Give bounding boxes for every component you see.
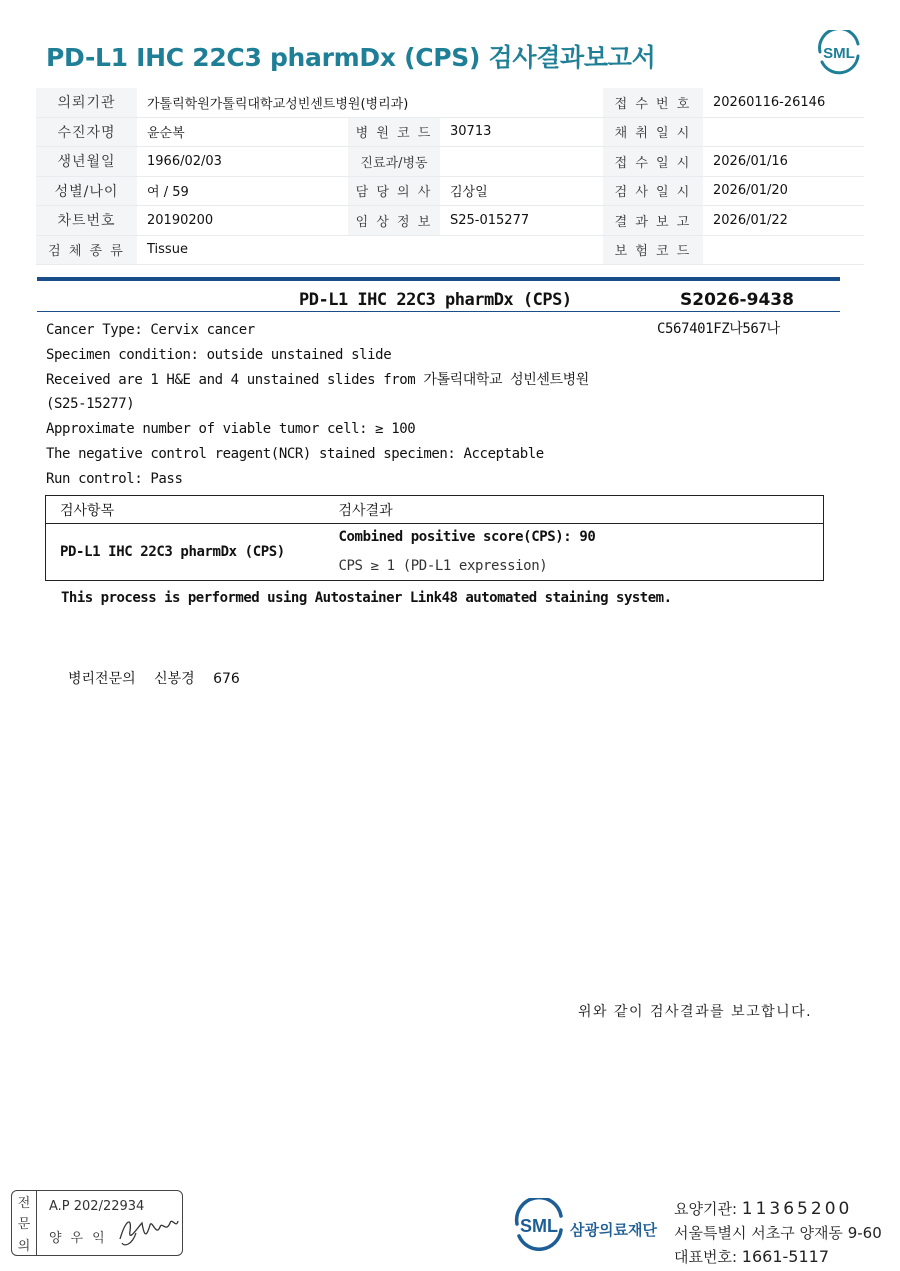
foundation-name: 삼광의료재단 xyxy=(570,1221,657,1239)
pathologist-license: 676 xyxy=(213,671,240,687)
stamp-char: 의 xyxy=(17,1238,31,1254)
patient-value: 윤순복 xyxy=(137,117,348,147)
detail-line: Received are 1 H&E and 4 unstained slides from 가톨릭대학교 성빈센트병원 xyxy=(46,371,589,388)
detail-line: Approximate number of viable tumor cell: ≥ 100 xyxy=(46,421,416,438)
specimen-value: Tissue xyxy=(137,235,603,265)
svg-text:SML: SML xyxy=(823,45,855,62)
institution-label: 의뢰기관 xyxy=(36,88,137,117)
collection-date-value xyxy=(703,117,864,147)
closing-statement: 위와 같이 검사결과를 보고합니다. xyxy=(578,1004,813,1020)
stamp-name: 양우익 xyxy=(49,1231,114,1246)
test-date-label: 검 사 일 시 xyxy=(603,176,703,206)
institution-code: 11365200 xyxy=(741,1199,853,1219)
svg-text:SML: SML xyxy=(520,1216,558,1236)
insurance-value xyxy=(703,235,864,265)
pathologist-line xyxy=(68,668,254,688)
stamp-char: 전 xyxy=(17,1196,31,1212)
info-row-sex-age xyxy=(36,176,864,206)
test-name-heading: PD-L1 IHC 22C3 pharmDx (CPS) xyxy=(299,290,572,310)
process-note: This process is performed using Autostainer Link48 automated staining system. xyxy=(61,590,672,606)
clinical-value: S25-015277 xyxy=(440,206,603,236)
info-row-chart xyxy=(36,206,864,236)
dept-value xyxy=(440,147,603,177)
stamp-ap-number: A.P 202/22934 xyxy=(49,1199,145,1214)
institution-code-line xyxy=(674,1197,882,1221)
detail-line: (S25-15277) xyxy=(46,396,135,413)
footer-info xyxy=(674,1197,882,1269)
section-rule xyxy=(37,277,840,281)
birth-value: 1966/02/03 xyxy=(137,147,348,177)
cps-score: Combined positive score(CPS): 90 xyxy=(338,529,596,545)
patient-label: 수진자명 xyxy=(36,117,137,147)
birth-label: 생년월일 xyxy=(36,147,137,177)
phone-label: 대표번호: xyxy=(674,1248,738,1266)
detail-line: Cancer Type: Cervix cancer xyxy=(46,322,255,338)
result-header-row xyxy=(46,496,824,524)
sml-logo-icon xyxy=(510,1198,568,1256)
dept-label: 진료과/병동 xyxy=(348,147,440,177)
col-item-header: 검사항목 xyxy=(46,496,339,524)
report-title: PD-L1 IHC 22C3 pharmDx (CPS) 검사결과보고서 xyxy=(46,43,656,72)
receipt-date-value: 2026/01/16 xyxy=(703,147,864,177)
hospital-code-label: 병 원 코 드 xyxy=(348,117,440,147)
footer-address: 서울특별시 서초구 양재동 9-60 xyxy=(674,1224,882,1242)
detail-line: Run control: Pass xyxy=(46,470,183,487)
institution-value: 가톨릭학원가톨릭대학교성빈센트병원(병리과) xyxy=(137,88,603,117)
patient-info-table xyxy=(36,88,864,265)
result-values xyxy=(339,524,824,581)
collection-date-label: 채 취 일 시 xyxy=(603,117,703,147)
stamp-side-label xyxy=(12,1191,37,1255)
doctor-label: 담 당 의 사 xyxy=(348,176,440,206)
detail-line: The negative control reagent(NCR) stained specimen: Acceptable xyxy=(46,445,544,462)
result-table xyxy=(45,495,824,581)
report-date-label: 결 과 보 고 xyxy=(603,206,703,236)
result-row xyxy=(46,524,824,581)
info-row-institution xyxy=(36,88,864,117)
phone-line xyxy=(674,1245,882,1269)
sex-age-value: 여 / 59 xyxy=(137,176,348,206)
signature-icon xyxy=(116,1209,182,1249)
result-item: PD-L1 IHC 22C3 pharmDx (CPS) xyxy=(60,544,285,560)
phone-number: 1661-5117 xyxy=(741,1247,830,1266)
chart-label: 차트번호 xyxy=(36,206,137,236)
info-row-birth xyxy=(36,147,864,177)
pathologist-title: 병리전문의 xyxy=(68,671,136,687)
sml-logo-icon xyxy=(814,30,864,76)
info-row-specimen xyxy=(36,235,864,265)
col-result-header: 검사결과 xyxy=(339,496,824,524)
specimen-details xyxy=(46,319,666,493)
pathologist-stamp xyxy=(11,1190,183,1256)
pathologist-name: 신봉경 xyxy=(154,671,195,687)
test-date-value: 2026/01/20 xyxy=(703,176,864,206)
barcode-text: C567401FZ나567나 xyxy=(657,321,780,337)
section-divider xyxy=(37,311,840,312)
cps-expression: CPS ≥ 1 (PD-L1 expression) xyxy=(338,558,548,574)
report-date-value: 2026/01/22 xyxy=(703,206,864,236)
detail-line: Specimen condition: outside unstained slide xyxy=(46,346,392,363)
insurance-label: 보 험 코 드 xyxy=(603,235,703,265)
doctor-value: 김상일 xyxy=(440,176,603,206)
receipt-no-value: 20260116-26146 xyxy=(703,88,864,117)
sex-age-label: 성별/나이 xyxy=(36,176,137,206)
stamp-char: 문 xyxy=(17,1217,31,1233)
hospital-code-value: 30713 xyxy=(440,117,603,147)
receipt-no-label: 접 수 번 호 xyxy=(603,88,703,117)
specimen-label: 검 체 종 류 xyxy=(36,235,137,265)
info-row-patient xyxy=(36,117,864,147)
receipt-date-label: 접 수 일 시 xyxy=(603,147,703,177)
report-number: S2026-9438 xyxy=(680,290,794,310)
chart-value: 20190200 xyxy=(137,206,348,236)
institution-code-label: 요양기관: xyxy=(674,1200,738,1218)
clinical-label: 임 상 정 보 xyxy=(348,206,440,236)
